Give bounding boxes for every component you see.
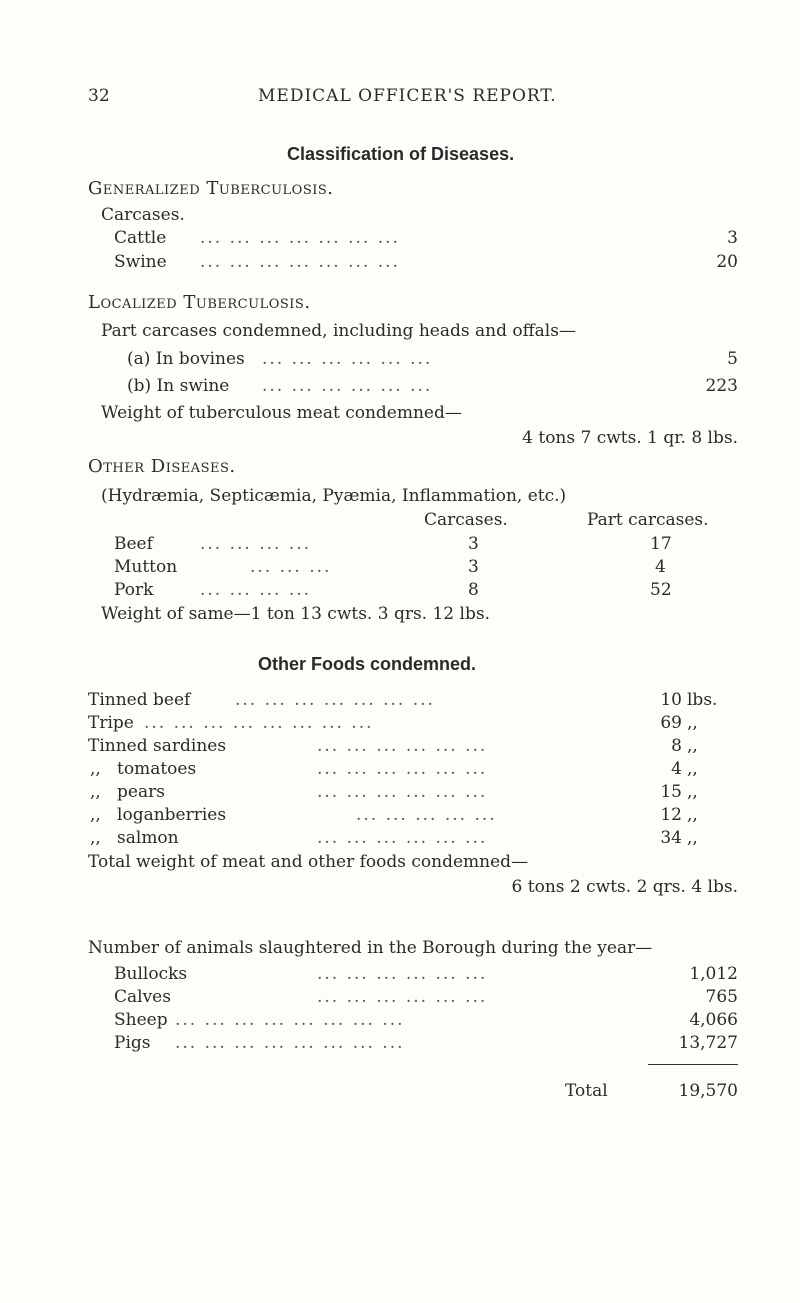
leader-dots: ... ... ... ... ... ...: [317, 828, 488, 848]
leader-dots: ... ... ... ... ... ... ... ...: [175, 1010, 405, 1030]
column-header-part-carcases: Part carcases.: [587, 510, 709, 530]
row-part: 4: [655, 557, 666, 577]
total-value: 19,570: [678, 1081, 738, 1101]
section-title-classification: Classification of Diseases.: [287, 144, 515, 164]
total-rule: [648, 1064, 738, 1065]
leader-dots: ... ... ... ... ... ...: [262, 349, 433, 369]
row-value: 20: [716, 252, 738, 272]
section-title-other-foods: Other Foods condemned.: [258, 654, 477, 674]
food-unit: ,,: [687, 736, 698, 756]
page-number: 32: [88, 86, 110, 106]
slaughtered-intro: Number of animals slaughtered in the Borough during the year—: [88, 938, 653, 958]
row-value: 5: [727, 349, 738, 369]
food-label: ,, tomatoes: [90, 759, 197, 779]
leader-dots: ... ... ... ... ... ...: [317, 759, 488, 779]
food-unit: ,,: [687, 713, 698, 733]
food-value: 4: [671, 759, 682, 779]
food-value: 34: [660, 828, 682, 848]
food-unit: ,,: [687, 782, 698, 802]
heading-localized: Localized Tuberculosis.: [88, 292, 311, 313]
row-carcases: 3: [468, 557, 479, 577]
food-value: 10: [660, 690, 682, 710]
row-value: 3: [727, 228, 738, 248]
leader-dots: ... ... ... ... ... ... ... ...: [144, 713, 374, 733]
subheading-carcases: Carcases.: [101, 205, 185, 225]
row-label: (b) In swine: [127, 376, 230, 396]
food-label: Tinned sardines: [88, 736, 227, 756]
animal-label: Pigs: [114, 1033, 151, 1053]
leader-dots: ... ... ... ... ... ...: [317, 782, 488, 802]
row-value: 223: [705, 376, 738, 396]
weight-label: Weight of tuberculous meat condemned—: [101, 403, 462, 423]
leader-dots: ... ... ... ... ... ... ... ...: [175, 1033, 405, 1053]
leader-dots: ... ... ... ... ... ... ...: [200, 228, 400, 248]
food-label: Tinned beef: [88, 690, 191, 710]
running-title: MEDICAL OFFICER'S REPORT.: [258, 86, 557, 106]
heading-generalized: Generalized Tuberculosis.: [88, 178, 334, 199]
localized-intro: Part carcases condemned, including heads and offals—: [101, 321, 576, 341]
animal-value: 765: [705, 987, 738, 1007]
animal-value: 4,066: [689, 1010, 738, 1030]
animal-label: Calves: [114, 987, 171, 1007]
row-label: Swine: [114, 252, 167, 272]
leader-dots: ... ... ...: [250, 557, 332, 577]
food-value: 69: [660, 713, 682, 733]
leader-dots: ... ... ... ...: [200, 580, 312, 600]
row-label: Mutton: [114, 557, 178, 577]
food-label: Tripe: [88, 713, 134, 733]
food-label: ,, pears: [90, 782, 165, 802]
animal-value: 1,012: [689, 964, 738, 984]
leader-dots: ... ... ... ... ... ...: [317, 964, 488, 984]
leader-dots: ... ... ... ...: [200, 534, 312, 554]
food-label: ,, salmon: [90, 828, 179, 848]
animal-value: 13,727: [678, 1033, 738, 1053]
leader-dots: ... ... ... ... ... ... ...: [235, 690, 435, 710]
leader-dots: ... ... ... ... ...: [356, 805, 497, 825]
leader-dots: ... ... ... ... ... ...: [317, 736, 488, 756]
weight-value: 4 tons 7 cwts. 1 qr. 8 lbs.: [522, 428, 738, 448]
leader-dots: ... ... ... ... ... ...: [317, 987, 488, 1007]
row-part: 52: [650, 580, 672, 600]
food-unit: ,,: [687, 759, 698, 779]
food-value: 12: [660, 805, 682, 825]
leader-dots: ... ... ... ... ... ...: [262, 376, 433, 396]
leader-dots: ... ... ... ... ... ... ...: [200, 252, 400, 272]
row-part: 17: [650, 534, 672, 554]
food-unit: lbs.: [687, 690, 718, 710]
food-value: 15: [660, 782, 682, 802]
food-unit: ,,: [687, 828, 698, 848]
row-label: Beef: [114, 534, 153, 554]
total-weight-label: Total weight of meat and other foods condemned—: [88, 852, 529, 872]
animal-label: Sheep: [114, 1010, 168, 1030]
weight-same: Weight of same—1 ton 13 cwts. 3 qrs. 12 lbs.: [101, 604, 490, 624]
row-label: Pork: [114, 580, 154, 600]
animal-label: Bullocks: [114, 964, 188, 984]
other-intro: (Hydræmia, Septicæmia, Pyæmia, Inflammation, etc.): [101, 486, 567, 506]
row-label: (a) In bovines: [127, 349, 245, 369]
food-value: 8: [671, 736, 682, 756]
row-label: Cattle: [114, 228, 167, 248]
row-carcases: 8: [468, 580, 479, 600]
column-header-carcases: Carcases.: [424, 510, 508, 530]
heading-other-diseases: Other Diseases.: [88, 456, 236, 477]
row-carcases: 3: [468, 534, 479, 554]
food-label: ,, loganberries: [90, 805, 227, 825]
food-unit: ,,: [687, 805, 698, 825]
total-label: Total: [565, 1081, 608, 1101]
total-weight-value: 6 tons 2 cwts. 2 qrs. 4 lbs.: [511, 877, 738, 897]
